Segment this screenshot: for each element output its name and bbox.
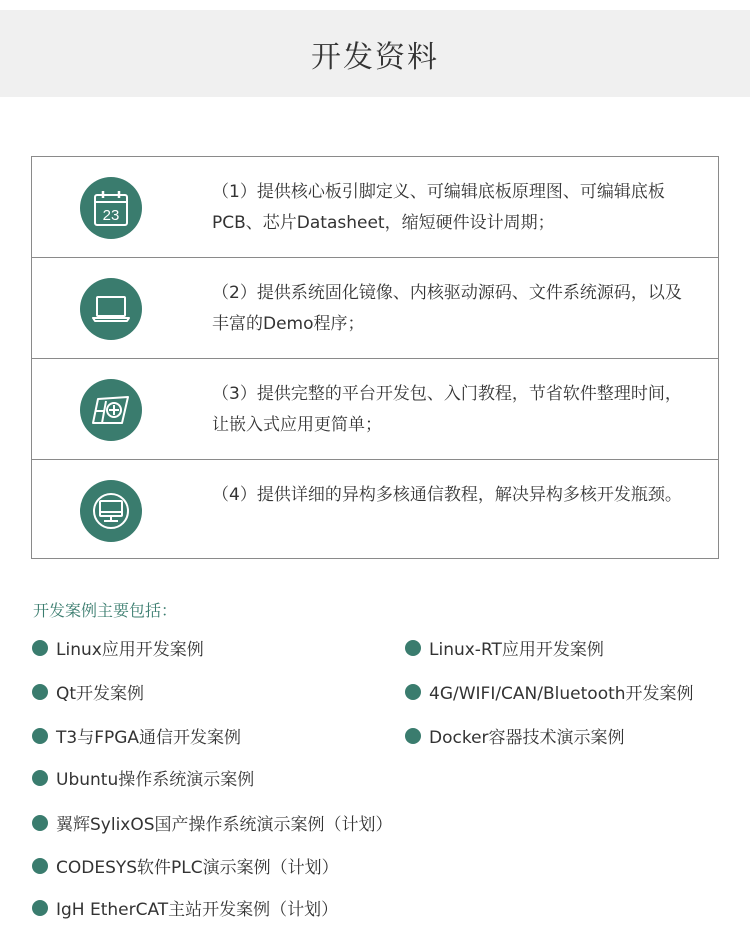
- case-label: CODESYS软件PLC演示案例（计划）: [56, 858, 339, 878]
- case-item: [32, 765, 254, 790]
- laptop-icon: [80, 278, 142, 340]
- development-package-icon: [80, 379, 142, 441]
- case-label: IgH EtherCAT主站开发案例（计划）: [56, 900, 339, 920]
- case-item: [32, 679, 144, 704]
- feature-text: （2）提供系统固化镜像、内核驱动源码、文件系统源码，以及丰富的Demo程序；: [212, 283, 682, 334]
- svg-text:23: 23: [102, 207, 120, 224]
- case-item: [405, 635, 604, 660]
- calendar-icon: [80, 177, 142, 239]
- case-item: [32, 895, 338, 920]
- features-table: [31, 156, 719, 559]
- bullet-icon: [32, 815, 48, 831]
- case-label: 4G/WIFI/CAN/Bluetooth开发案例: [429, 684, 694, 704]
- case-label: T3与FPGA通信开发案例: [56, 728, 242, 748]
- page-banner: [0, 10, 750, 97]
- cases-title: 开发案例主要包括：: [33, 601, 178, 620]
- bullet-icon: [32, 770, 48, 786]
- case-item: [32, 810, 393, 835]
- case-item: [405, 679, 694, 704]
- feature-text: （4）提供详细的异构多核通信教程，解决异构多核开发瓶颈。: [212, 485, 682, 505]
- bullet-icon: [405, 728, 421, 744]
- case-label: Qt开发案例: [56, 684, 145, 704]
- case-item: [32, 723, 241, 748]
- bullet-icon: [405, 640, 421, 656]
- feature-text: （1）提供核心板引脚定义、可编辑底板原理图、可编辑底板PCB、芯片Datasheet，缩短硬件设计周期；: [212, 182, 665, 233]
- feature-row: [32, 359, 718, 460]
- bullet-icon: [32, 858, 48, 874]
- case-label: 翼辉SylixOS国产操作系统演示案例（计划）: [56, 815, 393, 835]
- bullet-icon: [32, 900, 48, 916]
- monitor-icon: [80, 480, 142, 542]
- bullet-icon: [32, 728, 48, 744]
- case-label: Docker容器技术演示案例: [429, 728, 625, 748]
- case-label: Linux-RT应用开发案例: [429, 640, 604, 660]
- case-item: [405, 723, 625, 748]
- bullet-icon: [32, 640, 48, 656]
- case-label: Ubuntu操作系统演示案例: [56, 770, 255, 790]
- feature-text: （3）提供完整的平台开发包、入门教程，节省软件整理时间，让嵌入式应用更简单；: [212, 384, 682, 435]
- feature-row: [32, 157, 718, 258]
- bullet-icon: [405, 684, 421, 700]
- case-item: [32, 853, 339, 878]
- case-item: [32, 635, 204, 660]
- bullet-icon: [32, 684, 48, 700]
- case-label: Linux应用开发案例: [56, 640, 204, 660]
- feature-row: [32, 460, 718, 561]
- page-title: 开发资料: [311, 39, 439, 75]
- feature-row: [32, 258, 718, 359]
